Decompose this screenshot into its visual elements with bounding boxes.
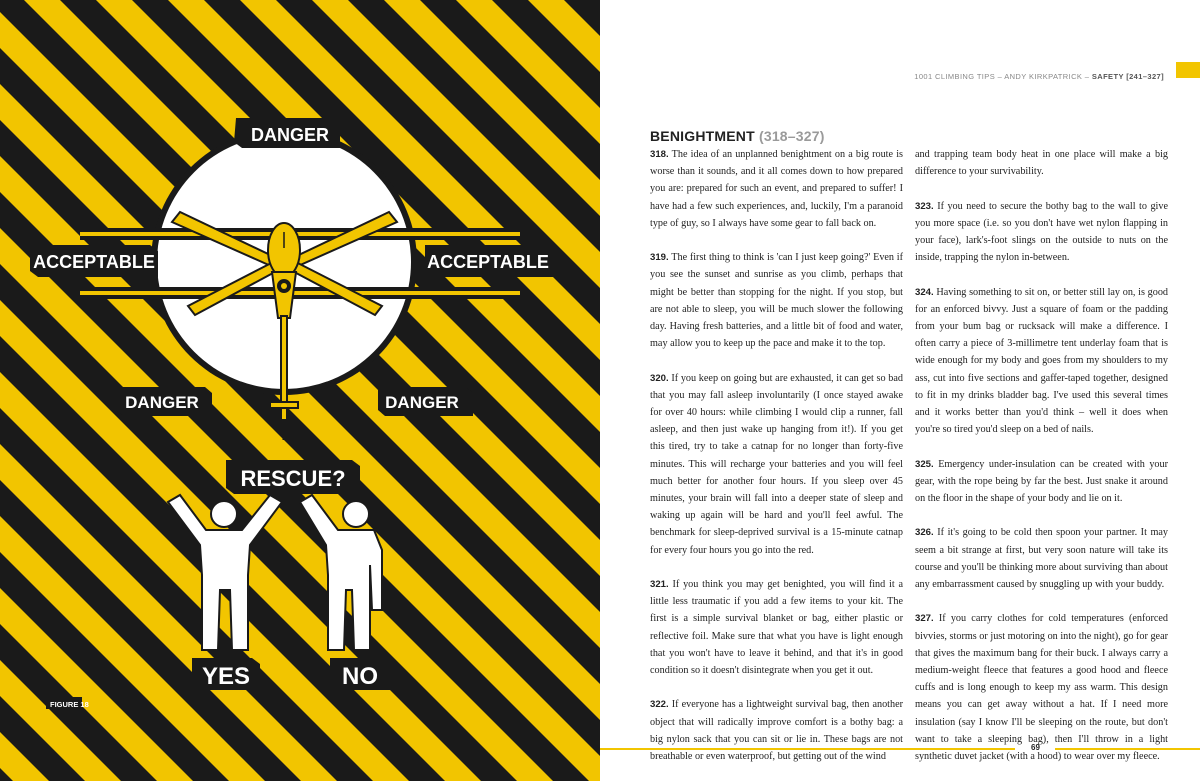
tip-text: The first thing to think is 'can I just keep going?' Even if you see the sunset and sunrise as you climb, perhaps that might be better than stopping for the night. If you stop, but are not able to sleep, you will be much slower the following day. Having fresh batteries, and a little bit of food and water, may allow you to keep up the pace and make it to the top. [650,252,903,350]
tip-paragraph [650,576,903,679]
text-column-left [650,146,903,765]
tip-text: If you carry clothes for cold temperatures (enforced bivvies, storms or just motoring on into the night), go for gear that gives the maximum bang for their buck. I always carry a medium-weight fleece that features a good hood and fleece cuffs and is long enough to keep my ass warm. This design means you can get away without a hat. If I need more insulation (say I know I'll be sleeping on the route, but don't want to take a sleeping bag), then I'll throw in a light synthetic duvet jacket (with a hood) to wear over my fleece. [915,613,1169,763]
footer-rule-left [600,748,1015,750]
book-title: 1001 CLIMBING TIPS – ANDY KIRKPATRICK [914,72,1083,81]
danger-bottom-right-label [378,387,473,416]
tip-paragraph [915,198,1168,267]
tip-text: The idea of an unplanned benightment on a big route is worse than it sounds, and it all comes down to how prepared you are: prepared for such an event, and prepared to suffer! I have had a few such experiences, and, luckily, I'm a paranoid type of guy, so I always have some gear to fall back on. [650,149,903,229]
tip-text: If you think you may get benighted, you will find it a little less traumatic if you add a few items to your kit. The first is a simple survival blanket or bag, either plastic or reflective foil. Make sure that what you have is light enough that you won't have to leave it behind, and that it's in good condition so it doesn't disintegrate when you get it out. [650,579,904,677]
tip-text: and trapping team body heat in one place will make a big difference to your survivability. [915,149,1168,178]
tip-number: 322. [650,699,669,711]
tip-paragraph [915,284,1168,439]
tip-number: 318. [650,149,669,160]
tip-number: 321. [650,579,669,591]
section-range: SAFETY [241–327] [1091,72,1164,81]
danger-bottom-left-label [116,387,212,416]
page-number: 69 [1031,743,1040,752]
thumb-tab [1176,62,1200,78]
rescue-label [226,460,360,494]
acceptable-right-label [425,245,553,277]
tip-text: Emergency under-insulation can be created with your gear, with the rope being by far the best. Just snake it around on the floor in the shape of your body and lie on it. [915,458,1168,505]
tip-number: 327. [915,613,934,625]
svg-text:YES: YES [201,663,251,690]
text-column-right [915,146,1168,765]
danger-top-label [234,118,340,148]
running-head: 1001 CLIMBING TIPS – ANDY KIRKPATRICK – SAFETY [241–327] [914,72,1164,81]
tip-paragraph [650,370,903,559]
section-heading: BENIGHTMENT (318–327) [650,128,825,144]
yes-label [192,658,260,690]
tip-paragraph [915,524,1168,593]
svg-text:FIGURE 18: FIGURE 18 [50,700,89,709]
tip-paragraph [650,249,903,352]
tip-number: 325. [915,458,934,470]
acceptable-left-label [30,245,158,277]
tip-text: If you keep on going but are exhausted, it can get so bad that you may fall asleep involuntarily (I once stayed awake for over 40 hours: while climbing I would clip a runner, fall asleep, and then just wake up hanging from it!). If you get this tired, try to take a catnap for no longer than forty-five minutes. This will recharge your batteries and you will feel much better for another four hours. If you sleep over 45 minutes, your brain will fall into a deeper state of sleep and waking up again will be hard and you'll feel awful. The benchmark for sleep-deprived survival is a 15-minute catnap for every four hours you go into the red. [650,372,904,556]
svg-text:DANGER: DANGER [125,393,199,412]
svg-text:ACCEPTABLE: ACCEPTABLE [427,252,549,272]
no-label [330,658,392,690]
tip-number: 324. [915,286,934,298]
tip-text: If you need to secure the bothy bag to the wall to give you more space (i.e. so you don't have wet nylon flapping in your face), lark's-foot slings on the outside to nuts on the inside, trapping the nylon in-between. [915,200,1169,264]
svg-text:ACCEPTABLE: ACCEPTABLE [33,252,155,272]
svg-text:DANGER: DANGER [250,125,330,145]
tip-paragraph [650,146,903,232]
svg-text:DANGER: DANGER [385,393,459,412]
tip-paragraph [650,696,903,765]
svg-text:NO: NO [342,663,378,690]
tip-paragraph [915,146,1168,180]
text-page [600,0,1200,781]
tip-number: 323. [915,200,934,212]
tip-text: If it's going to be cold then spoon your partner. It may seem a bit strange at first, but very soon nature will take its course and you'll be thinking more about surviving than about any embarrassment caused by snuggling up with your buddy. [915,527,1168,591]
svg-text:RESCUE?: RESCUE? [240,466,346,491]
tip-number: 326. [915,527,934,539]
tip-paragraph [915,610,1168,765]
tip-number: 320. [650,372,669,384]
tip-text: If everyone has a lightweight survival bag, then another object that will radically improve comfort is a bothy bag: a big nylon sack that you can sit or lie in. These bags are not breathable or even waterproof, but getting out of the wind [650,699,903,763]
footer-rule-right [1055,748,1200,750]
tip-paragraph [915,456,1168,508]
tip-number: 319. [650,252,669,264]
tip-text: Having something to sit on, or better still lay on, is good for an enforced bivvy. Just a square of foam or the padding from your bum bag or rucksack will make a difference. I often carry a piece of 3-millimetre tent underlay foam that is wide enough for my body and goes from my shoulders to my ass, cut into five sections and gaffer-taped together, designed to fit in my drinks bladder bag. I've used this several times and it works better than you'd think – well it does when you're so tired you'd sleep on a bed of nails. [915,286,1169,436]
